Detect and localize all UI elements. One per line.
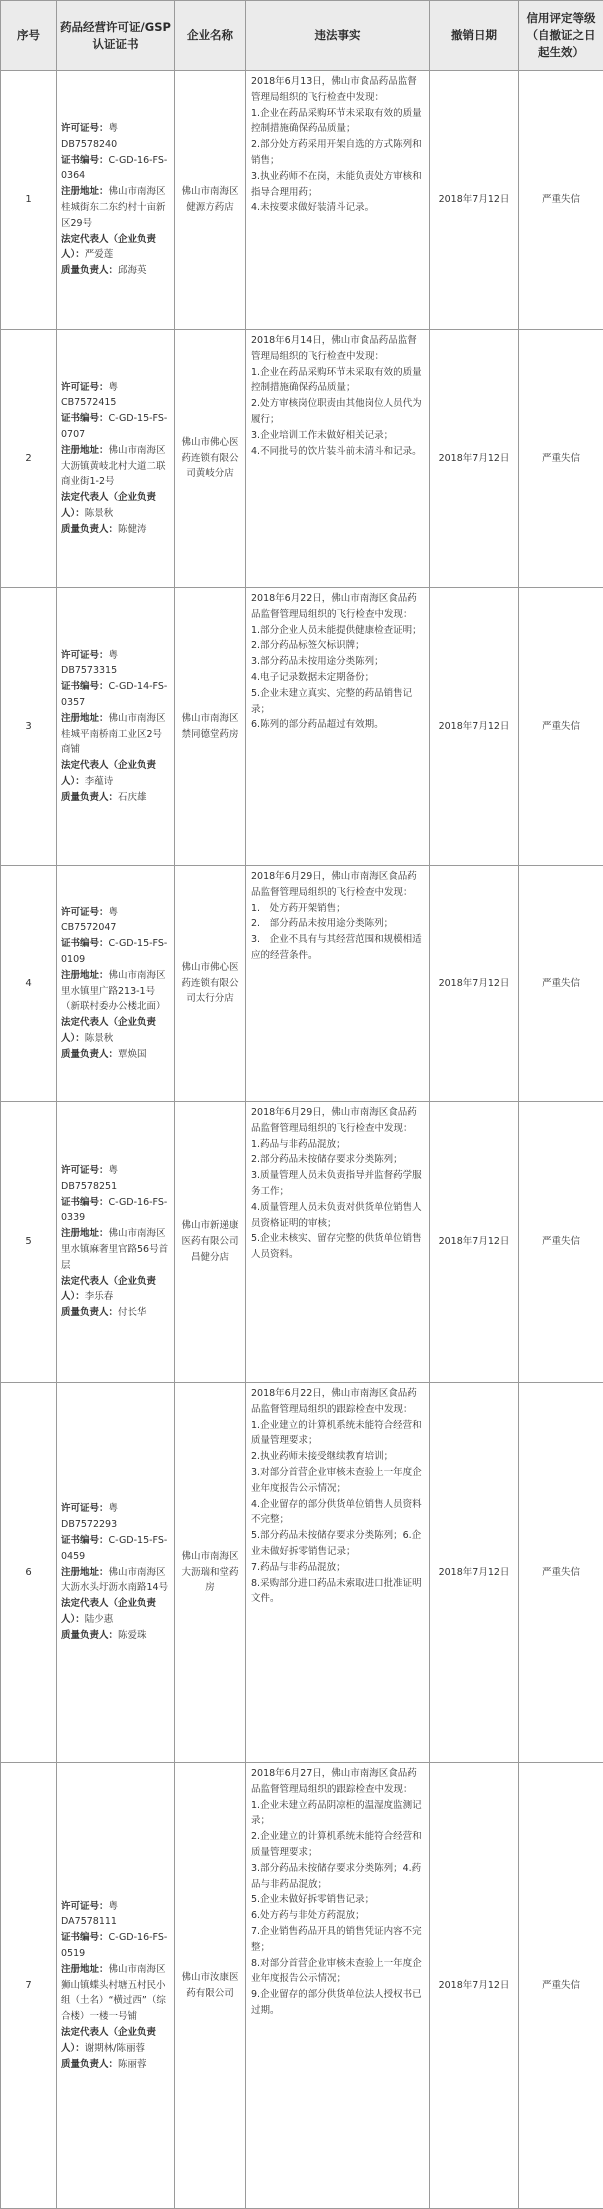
license-field-key: 许可证号 xyxy=(61,650,99,661)
license-field-key: 证书编号 xyxy=(61,938,99,949)
credit-rating: 严重失信 xyxy=(519,71,603,330)
license-field-value: 陈景秋 xyxy=(85,508,114,519)
license-field: 质量负责人：陈丽蓉 xyxy=(61,2057,170,2073)
license-cell xyxy=(57,1102,175,1383)
revocation-date: 2018年7月12日 xyxy=(430,866,519,1102)
table-row xyxy=(1,330,603,588)
violation-item: 8.采购部分进口药品未索取进口批准证明文件。 xyxy=(251,1576,423,1608)
violation-item: 5.企业未做好拆零销售记录； xyxy=(251,1892,423,1908)
violation-item: 2.部分处方药采用开架自选的方式陈列和销售； xyxy=(251,137,423,169)
license-field-value: 陈爱珠 xyxy=(118,1630,147,1641)
credit-rating: 严重失信 xyxy=(519,866,603,1102)
license-field-value: C-GD-16-FS-0339 xyxy=(61,1197,167,1224)
license-field-value: 佛山市南海区里水镇里广路213-1号（新联村委办公楼北面） xyxy=(61,970,166,1013)
violation-item: 2018年6月13日，佛山市食品药品监督管理局组织的飞行检查中发现： xyxy=(251,74,423,106)
license-field-value: 粤CB7572415 xyxy=(61,382,118,409)
violation-item: 6.处方药与非处方药混放； xyxy=(251,1908,423,1924)
license-field-key: 法定代表人（企业负责人） xyxy=(61,234,156,261)
violation-item: 2018年6月22日，佛山市南海区食品药品监督管理局组织的跟踪检查中发现： xyxy=(251,1386,423,1418)
license-field: 证书编号：C-GD-15-FS-0109 xyxy=(61,936,170,968)
license-field: 注册地址：佛山市南海区狮山镇蝶头村塘五村民小组（土名）“横过西”（综合楼）一楼一号铺 xyxy=(61,1962,170,2025)
license-field-key: 质量负责人 xyxy=(61,792,109,803)
header-rating: 信用评定等级（自撤证之日起生效） xyxy=(519,1,603,71)
license-field-value: 严爱莲 xyxy=(85,249,114,260)
license-field-value: 陈丽蓉 xyxy=(118,2059,147,2070)
license-field: 质量负责人：陈健涛 xyxy=(61,522,170,538)
violation-item: 4.电子记录数据未定期备份； xyxy=(251,670,423,686)
violation-facts xyxy=(246,1102,430,1383)
credit-rating: 严重失信 xyxy=(519,330,603,588)
license-field-key: 证书编号 xyxy=(61,681,99,692)
license-field-key: 证书编号 xyxy=(61,155,99,166)
license-field-value: 粤DA7578111 xyxy=(61,1901,118,1928)
revocation-date: 2018年7月12日 xyxy=(430,330,519,588)
license-field-value: C-GD-16-FS-0364 xyxy=(61,155,167,182)
license-field: 许可证号：粤DB7573315 xyxy=(61,648,170,680)
table-row xyxy=(1,588,603,866)
violation-item: 1.药品与非药品混放； xyxy=(251,1137,423,1153)
license-field: 证书编号：C-GD-15-FS-0707 xyxy=(61,411,170,443)
violation-item: 2.企业建立的计算机系统未能符合经营和质量管理要求； xyxy=(251,1829,423,1861)
license-field-value: 邱海英 xyxy=(118,265,147,276)
row-number: 2 xyxy=(1,330,57,588)
license-cell xyxy=(57,330,175,588)
violation-facts xyxy=(246,1763,430,2209)
license-field: 注册地址：佛山市南海区大沥水头圩沥水南路14号 xyxy=(61,1565,170,1597)
license-field-key: 证书编号 xyxy=(61,413,99,424)
license-field: 法定代表人（企业负责人）：谢期林/陈丽蓉 xyxy=(61,2025,170,2057)
company-name: 佛山市佛心医药连锁有限公司太行分店 xyxy=(175,866,246,1102)
violation-item: 3. 企业不具有与其经营范围和规模相适应的经营条件。 xyxy=(251,932,423,964)
license-field-value: 陆少惠 xyxy=(85,1614,114,1625)
violation-item: 5.企业未建立真实、完整的药品销售记录； xyxy=(251,686,423,718)
license-field-key: 注册地址 xyxy=(61,186,99,197)
violation-item: 2.执业药师未接受继续教育培训； xyxy=(251,1449,423,1465)
license-field-key: 法定代表人（企业负责人） xyxy=(61,1017,156,1044)
license-field-value: 李乐春 xyxy=(85,1291,114,1302)
violation-item: 2018年6月14日，佛山市食品药品监督管理局组织的飞行检查中发现： xyxy=(251,333,423,365)
violation-item: 2.处方审核岗位职责由其他岗位人员代为履行； xyxy=(251,396,423,428)
license-field-value: 佛山市南海区狮山镇蝶头村塘五村民小组（土名）“横过西”（综合楼）一楼一号铺 xyxy=(61,1964,166,2022)
license-field: 注册地址：佛山市南海区桂城平南桥南工业区2号商铺 xyxy=(61,711,170,758)
violation-item: 1.企业未建立药品阴凉柜的温湿度监测记录； xyxy=(251,1798,423,1830)
license-field-value: 覃焕国 xyxy=(118,1049,147,1060)
violation-item: 2.部分药品标签欠标识牌； xyxy=(251,638,423,654)
license-field-key: 许可证号 xyxy=(61,1901,99,1912)
table-row xyxy=(1,1102,603,1383)
license-field: 法定代表人（企业负责人）：陆少惠 xyxy=(61,1596,170,1628)
license-field: 证书编号：C-GD-14-FS-0357 xyxy=(61,679,170,711)
license-field: 证书编号：C-GD-16-FS-0364 xyxy=(61,153,170,185)
row-number: 3 xyxy=(1,588,57,866)
violation-item: 3.质量管理人员未负责指导并监督药学服务工作； xyxy=(251,1168,423,1200)
header-date: 撤销日期 xyxy=(430,1,519,71)
header-license: 药品经营许可证/GSP认证证书 xyxy=(57,1,175,71)
license-field-value: 陈景秋 xyxy=(85,1033,114,1044)
violation-item: 1.企业在药品采购环节未采取有效的质量控制措施确保药品质量； xyxy=(251,106,423,138)
license-field-value: 李蕴诗 xyxy=(85,776,114,787)
license-field: 注册地址：佛山市南海区里水镇里广路213-1号（新联村委办公楼北面） xyxy=(61,968,170,1015)
violation-facts xyxy=(246,1383,430,1763)
license-cell xyxy=(57,866,175,1102)
license-field-value: 佛山市南海区桂城街东二东约村十亩新区29号 xyxy=(61,186,166,229)
license-field-value: C-GD-15-FS-0707 xyxy=(61,413,167,440)
violation-item: 3.企业培训工作未做好相关记录； xyxy=(251,428,423,444)
license-field: 法定代表人（企业负责人）：严爱莲 xyxy=(61,232,170,264)
revocation-date: 2018年7月12日 xyxy=(430,1763,519,2209)
violation-item: 2. 部分药品未按用途分类陈列； xyxy=(251,916,423,932)
violation-item: 4.质量管理人员未负责对供货单位销售人员资格证明的审核； xyxy=(251,1200,423,1232)
company-name: 佛山市南海区大沥瑞和堂药房 xyxy=(175,1383,246,1763)
company-name: 佛山市南海区健源方药店 xyxy=(175,71,246,330)
license-field-key: 质量负责人 xyxy=(61,265,109,276)
row-number: 6 xyxy=(1,1383,57,1763)
license-field-key: 注册地址 xyxy=(61,970,99,981)
license-field-value: 粤DB7578251 xyxy=(61,1165,118,1192)
violation-facts xyxy=(246,866,430,1102)
license-field-key: 许可证号 xyxy=(61,1503,99,1514)
violation-item: 2018年6月29日，佛山市南海区食品药品监督管理局组织的飞行检查中发现： xyxy=(251,869,423,901)
license-field-value: 佛山市南海区大沥镇黄岐北村大道二联商业街1-2号 xyxy=(61,445,166,488)
credit-rating: 严重失信 xyxy=(519,1102,603,1383)
license-field: 许可证号：粤DB7572293 xyxy=(61,1501,170,1533)
row-number: 7 xyxy=(1,1763,57,2209)
license-field-value: C-GD-16-FS-0519 xyxy=(61,1932,167,1959)
license-field-key: 许可证号 xyxy=(61,382,99,393)
license-field: 证书编号：C-GD-16-FS-0339 xyxy=(61,1195,170,1227)
company-name: 佛山市汝康医药有限公司 xyxy=(175,1763,246,2209)
license-field-key: 法定代表人（企业负责人） xyxy=(61,1598,156,1625)
license-field-value: C-GD-15-FS-0459 xyxy=(61,1535,167,1562)
violation-facts xyxy=(246,588,430,866)
license-field-value: 粤DB7578240 xyxy=(61,123,118,150)
license-field-key: 质量负责人 xyxy=(61,524,109,535)
license-field: 法定代表人（企业负责人）：李蕴诗 xyxy=(61,758,170,790)
violation-item: 5.企业未核实、留存完整的供货单位销售人员资料。 xyxy=(251,1231,423,1263)
license-field: 注册地址：佛山市南海区大沥镇黄岐北村大道二联商业街1-2号 xyxy=(61,443,170,490)
license-field-value: 佛山市南海区里水镇麻奢里官路56号首层 xyxy=(61,1228,168,1271)
license-field-value: 粤DB7572293 xyxy=(61,1503,118,1530)
violation-item: 4.不同批号的饮片装斗前未清斗和记录。 xyxy=(251,444,423,460)
license-field-key: 证书编号 xyxy=(61,1197,99,1208)
violation-item: 1.企业在药品采购环节未采取有效的质量控制措施确保药品质量； xyxy=(251,365,423,397)
violation-item: 2.部分药品未按储存要求分类陈列； xyxy=(251,1152,423,1168)
header-facts: 违法事实 xyxy=(246,1,430,71)
violation-item: 1.部分企业人员未能提供健康检查证明； xyxy=(251,623,423,639)
license-field: 质量负责人：陈爱珠 xyxy=(61,1628,170,1644)
violation-item: 1. 处方药开架销售； xyxy=(251,901,423,917)
company-name: 佛山市南海区禁同德堂药房 xyxy=(175,588,246,866)
license-field: 法定代表人（企业负责人）：李乐春 xyxy=(61,1274,170,1306)
violation-item: 4.企业留存的部分供货单位销售人员资料不完整； xyxy=(251,1497,423,1529)
license-field-value: 佛山市南海区大沥水头圩沥水南路14号 xyxy=(61,1567,168,1594)
license-field: 质量负责人：覃焕国 xyxy=(61,1047,170,1063)
license-field: 证书编号：C-GD-16-FS-0519 xyxy=(61,1930,170,1962)
license-field-key: 质量负责人 xyxy=(61,1630,109,1641)
license-field-value: 陈健涛 xyxy=(118,524,147,535)
license-field-value: 粤CB7572047 xyxy=(61,907,118,934)
violation-item: 2018年6月22日，佛山市南海区食品药品监督管理局组织的飞行检查中发现： xyxy=(251,591,423,623)
license-field-key: 注册地址 xyxy=(61,713,99,724)
violation-item: 6.陈列的部分药品超过有效期。 xyxy=(251,717,423,733)
violation-item: 7.药品与非药品混放； xyxy=(251,1560,423,1576)
company-name: 佛山市新递康医药有限公司昌健分店 xyxy=(175,1102,246,1383)
license-field-key: 许可证号 xyxy=(61,907,99,918)
license-field-value: 石庆雄 xyxy=(118,792,147,803)
license-field-key: 质量负责人 xyxy=(61,1307,109,1318)
license-field-key: 法定代表人（企业负责人） xyxy=(61,492,156,519)
violation-item: 7.企业销售药品开具的销售凭证内容不完整； xyxy=(251,1924,423,1956)
revocation-date: 2018年7月12日 xyxy=(430,71,519,330)
violation-item: 4.未按要求做好装清斗记录。 xyxy=(251,200,423,216)
license-field: 证书编号：C-GD-15-FS-0459 xyxy=(61,1533,170,1565)
license-field-key: 注册地址 xyxy=(61,1567,99,1578)
credit-rating: 严重失信 xyxy=(519,588,603,866)
table-body xyxy=(1,71,603,2209)
license-cell xyxy=(57,588,175,866)
row-number: 5 xyxy=(1,1102,57,1383)
license-field: 质量负责人：石庆雄 xyxy=(61,790,170,806)
license-field-value: 粤DB7573315 xyxy=(61,650,118,677)
license-field-key: 注册地址 xyxy=(61,1228,99,1239)
license-field-key: 许可证号 xyxy=(61,1165,99,1176)
license-field: 法定代表人（企业负责人）：陈景秋 xyxy=(61,490,170,522)
license-field: 许可证号：粤DA7578111 xyxy=(61,1899,170,1931)
license-field-key: 注册地址 xyxy=(61,445,99,456)
license-field-value: C-GD-14-FS-0357 xyxy=(61,681,167,708)
license-field-value: 佛山市南海区桂城平南桥南工业区2号商铺 xyxy=(61,713,166,756)
violation-item: 8.对部分首营企业审核未查验上一年度企业年度报告公示情况； xyxy=(251,1956,423,1988)
violation-item: 3.执业药师不在岗，未能负责处方审核和指导合理用药； xyxy=(251,169,423,201)
violation-item: 2018年6月29日，佛山市南海区食品药品监督管理局组织的飞行检查中发现： xyxy=(251,1105,423,1137)
license-cell xyxy=(57,1763,175,2209)
license-field: 许可证号：粤CB7572415 xyxy=(61,380,170,412)
violation-facts xyxy=(246,71,430,330)
license-field: 许可证号：粤DB7578240 xyxy=(61,121,170,153)
header-no: 序号 xyxy=(1,1,57,71)
license-field-key: 法定代表人（企业负责人） xyxy=(61,2027,156,2054)
revocation-date: 2018年7月12日 xyxy=(430,588,519,866)
license-field-value: 谢期林/陈丽蓉 xyxy=(85,2043,145,2054)
violation-item: 3.部分药品未按储存要求分类陈列；4.药品与非药品混放； xyxy=(251,1861,423,1893)
violation-item: 9.企业留存的部分供货单位法人授权书已过期。 xyxy=(251,1987,423,2019)
license-field-key: 证书编号 xyxy=(61,1535,99,1546)
violation-item: 2018年6月27日，佛山市南海区食品药品监督管理局组织的跟踪检查中发现： xyxy=(251,1766,423,1798)
license-field-key: 证书编号 xyxy=(61,1932,99,1943)
revocation-date: 2018年7月12日 xyxy=(430,1102,519,1383)
revocation-date: 2018年7月12日 xyxy=(430,1383,519,1763)
header-company: 企业名称 xyxy=(175,1,246,71)
license-field: 许可证号：粤CB7572047 xyxy=(61,905,170,937)
table-row xyxy=(1,866,603,1102)
license-field: 许可证号：粤DB7578251 xyxy=(61,1163,170,1195)
license-field-key: 质量负责人 xyxy=(61,1049,109,1060)
row-number: 1 xyxy=(1,71,57,330)
license-field-key: 法定代表人（企业负责人） xyxy=(61,760,156,787)
license-field: 注册地址：佛山市南海区桂城街东二东约村十亩新区29号 xyxy=(61,184,170,231)
violation-item: 1.企业建立的计算机系统未能符合经营和质量管理要求； xyxy=(251,1418,423,1450)
credit-rating: 严重失信 xyxy=(519,1383,603,1763)
violation-item: 3.对部分首营企业审核未查验上一年度企业年度报告公示情况； xyxy=(251,1465,423,1497)
license-cell xyxy=(57,1383,175,1763)
violation-facts xyxy=(246,330,430,588)
credit-rating: 严重失信 xyxy=(519,1763,603,2209)
license-field-key: 注册地址 xyxy=(61,1964,99,1975)
license-field-key: 质量负责人 xyxy=(61,2059,109,2070)
company-name: 佛山市佛心医药连锁有限公司黄岐分店 xyxy=(175,330,246,588)
license-field-key: 法定代表人（企业负责人） xyxy=(61,1276,156,1303)
license-field-value: 付长华 xyxy=(118,1307,147,1318)
license-cell xyxy=(57,71,175,330)
table-row xyxy=(1,1763,603,2209)
license-field: 质量负责人：邱海英 xyxy=(61,263,170,279)
license-field: 注册地址：佛山市南海区里水镇麻奢里官路56号首层 xyxy=(61,1226,170,1273)
row-number: 4 xyxy=(1,866,57,1102)
table-row xyxy=(1,1383,603,1763)
table-header-row xyxy=(1,1,603,71)
license-field-key: 许可证号 xyxy=(61,123,99,134)
license-field: 法定代表人（企业负责人）：陈景秋 xyxy=(61,1015,170,1047)
license-field: 质量负责人：付长华 xyxy=(61,1305,170,1321)
license-field-value: C-GD-15-FS-0109 xyxy=(61,938,167,965)
violation-item: 5.部分药品未按储存要求分类陈列；6.企业未做好拆零销售记录； xyxy=(251,1528,423,1560)
table-row xyxy=(1,71,603,330)
violation-item: 3.部分药品未按用途分类陈列； xyxy=(251,654,423,670)
